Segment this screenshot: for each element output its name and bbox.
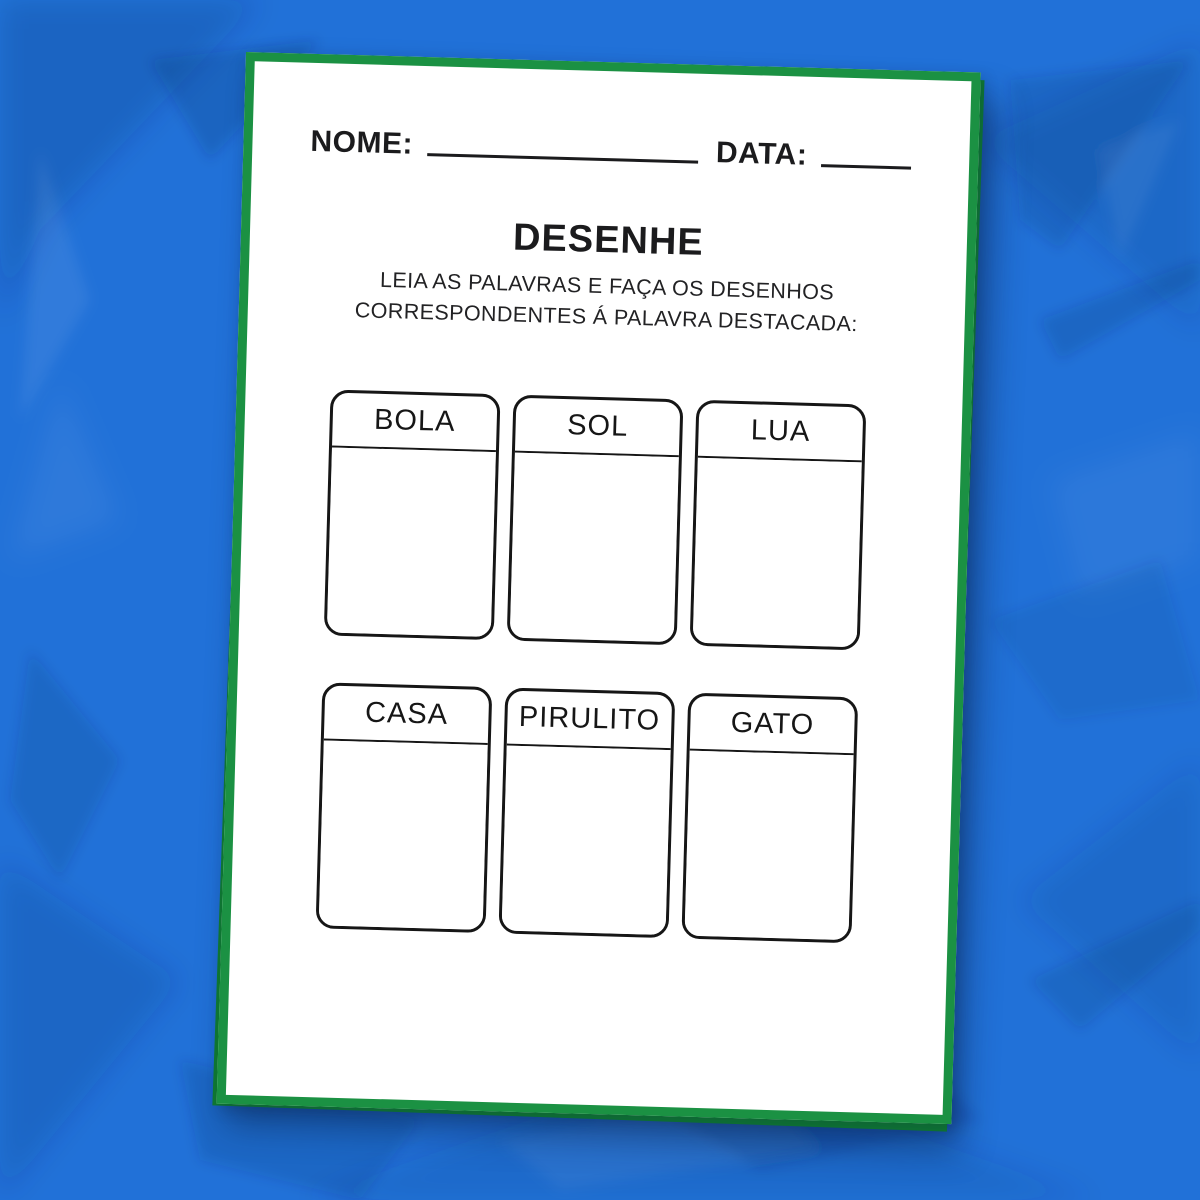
draw-box-casa [316,682,493,933]
draw-box-word-pirulito: PIRULITO [507,691,672,751]
date-label: DATA: [715,136,808,172]
worksheet-instructions [247,261,965,343]
draw-box-gato [681,693,858,944]
drawing-boxes-row-2 [316,682,955,946]
worksheet-page [217,52,981,1124]
draw-box-bola [324,389,501,640]
name-blank-line [427,153,698,164]
drawing-area-lua [693,458,862,648]
date-blank-line [821,164,911,170]
drawing-area-sol [510,453,679,643]
drawing-boxes-row-1 [324,389,963,653]
draw-box-word-bola: BOLA [332,393,497,453]
draw-box-word-casa: CASA [324,685,489,745]
draw-box-word-gato: GATO [690,696,855,756]
drawing-area-pirulito [502,746,671,936]
drawing-area-bola [327,448,496,638]
draw-box-word-lua: LUA [698,403,863,463]
draw-box-pirulito [498,687,675,938]
draw-box-lua [690,400,867,651]
instructions-line-1: LEIA AS PALAVRAS E FAÇA OS DESENHOS [379,267,835,305]
drawing-area-casa [319,740,488,930]
draw-box-word-sol: SOL [515,398,680,458]
drawing-area-gato [684,751,853,941]
draw-box-sol [507,395,684,646]
name-date-row [310,125,912,176]
instructions-line-2: CORRESPONDENTES Á PALAVRA DESTACADA: [354,298,858,337]
name-label: NOME: [310,124,414,161]
worksheet-title: DESENHE [512,216,705,264]
